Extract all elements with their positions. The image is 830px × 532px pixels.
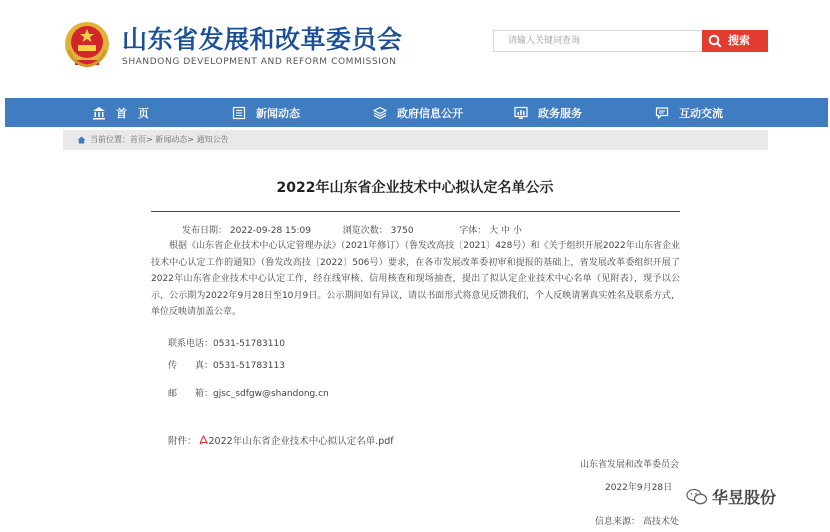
newspaper-icon (232, 106, 246, 120)
attachment-link[interactable]: 2022年山东省企业技术中心拟认定名单.pdf (208, 436, 394, 447)
publish-date: 2022-09-28 15:09 (229, 226, 311, 236)
monitor-chart-icon (514, 106, 528, 120)
nav-label: 首 页 (116, 106, 149, 120)
views-count: 3750 (390, 226, 414, 236)
search-input[interactable]: 请输入关键词查询 (493, 30, 703, 52)
main-nav (5, 98, 828, 127)
contact-email: 邮 箱：gjsc_sdfgw@shandong.cn (168, 389, 329, 399)
contact-phone: 联系电话：0531-51783110 (168, 339, 285, 349)
info-source: 信息来源： 高技术处 (595, 517, 679, 527)
article-title: 2022年山东省企业技术中心拟认定名单公示 (276, 180, 554, 196)
nav-label: 互动交流 (679, 106, 723, 120)
article-meta (182, 223, 522, 236)
pdf-icon (199, 435, 208, 445)
nav-label: 政务服务 (538, 106, 582, 120)
national-emblem-icon (63, 20, 111, 70)
font-size-switcher[interactable]: 大 中 小 (489, 226, 522, 236)
attachment (168, 433, 394, 447)
nav-item-services[interactable] (514, 98, 582, 127)
nav-label: 新闻动态 (256, 106, 300, 120)
nav-label: 政府信息公开 (397, 106, 463, 120)
layers-icon (373, 106, 387, 120)
sign-date: 2022年9月28日 (605, 483, 673, 493)
views-label: 浏览次数： (342, 226, 388, 236)
publish-label: 发布日期： (182, 226, 228, 236)
breadcrumb (63, 130, 768, 150)
bank-icon (92, 106, 106, 120)
breadcrumb-text[interactable]: 当前位置：首页> 新闻动态> 通知公告 (90, 135, 229, 144)
watermark (686, 485, 776, 508)
site-title: 山东省发展和改革委员会 (122, 25, 403, 54)
search-button[interactable] (702, 30, 768, 52)
chat-icon (655, 106, 669, 120)
site-subtitle: SHANDONG DEVELOPMENT AND REFORM COMMISSION (122, 57, 397, 67)
home-icon (77, 136, 86, 144)
nav-item-home[interactable] (92, 98, 149, 127)
signer: 山东省发展和改革委员会 (580, 460, 680, 470)
nav-item-interaction[interactable] (655, 98, 723, 127)
nav-item-gov-info[interactable] (373, 98, 463, 127)
nav-item-news[interactable] (232, 98, 300, 127)
attachment-label: 附件： (168, 436, 197, 447)
site-header (0, 0, 830, 98)
font-label: 字体： (459, 226, 487, 236)
wechat-icon (686, 488, 708, 506)
search-button-label: 搜索 (728, 34, 750, 47)
contact-fax: 传 真：0531-51783113 (168, 361, 285, 371)
watermark-text: 华昱股份 (712, 488, 777, 507)
search-icon (708, 34, 722, 48)
title-divider (151, 211, 680, 212)
article-body: 根据《山东省企业技术中心认定管理办法》（2021年修订）（鲁发改高技〔2021〕428号）和《关于组织开展2022年山东省企业技术中心认定工作的通知》（鲁发改高技〔2022〕506号）要求，在各市发展改革委初审和提报的基础上，省发展改革委组织开展了2022年山东省企业技术中心认定工作，经在线审核、信用核查和现场抽查，提出了拟认定企业技术中心名单（见附表），现予以公示，公示期为2022年9月28日至10月9日。公示期间如有异议，请以书面形式将意见反馈我们，个人反映请署真实姓名及联系方式，单位反映请加盖公章。 (151, 241, 680, 317)
